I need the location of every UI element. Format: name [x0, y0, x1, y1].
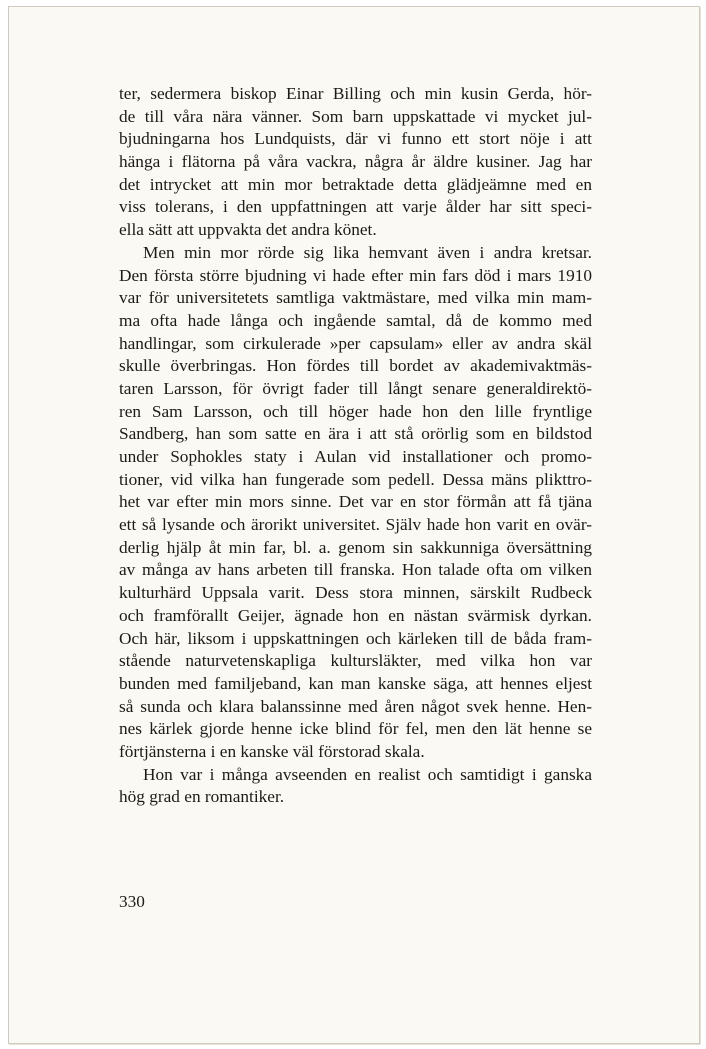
- text-line: ma ofta hade långa och ingående samtal, då de kommo med: [119, 310, 592, 330]
- text-line: kulturhärd Uppsala varit. Dess stora minnen, särskilt Rudbeck: [119, 583, 592, 603]
- text-line: Den första större bjudning vi hade efter min fars död i mars 1910: [119, 265, 592, 285]
- text-line: handlingar, som cirkulerade »per capsulam» eller av andra skäl: [119, 333, 592, 353]
- paragraph: [119, 83, 592, 242]
- book-page: [8, 6, 700, 1044]
- text-line: Sandberg, han som satte en ära i att stå orörlig som en bildstod: [119, 424, 592, 444]
- text-line: tioner, vid vilka han fungerade som pedell. Dessa mäns plikttro-: [119, 469, 592, 489]
- text-line: viss tolerans, i den uppfattningen att varje ålder har sitt speci-: [119, 197, 592, 217]
- text-line: ren Sam Larsson, och till höger hade hon den lille fryntlige: [119, 401, 592, 421]
- text-line: så sunda och klara balanssinne med åren något svek henne. Hen-: [119, 696, 592, 716]
- text-line: derlig hjälp åt min far, bl. a. genom sin sakkunniga översättning: [119, 537, 592, 557]
- text-line: var för universitetets samtliga vaktmästare, med vilka min mam-: [119, 288, 592, 308]
- text-line: ett så lysande och ärorikt universitet. Själv hade hon varit en ovär-: [119, 515, 592, 535]
- text-line: det intrycket att min mor betraktade detta glädjeämne med en: [119, 174, 592, 194]
- text-line: ter, sedermera biskop Einar Billing och min kusin Gerda, hör-: [119, 84, 592, 103]
- text-line: av många av hans arbeten till franska. Hon talade ofta om vilken: [119, 560, 592, 580]
- text-line: taren Larsson, för övrigt fader till långt senare generaldirektö-: [119, 378, 592, 398]
- page-number: 330: [119, 892, 145, 911]
- text-line: bjudningarna hos Lundquists, där vi funno ett stort nöje i att: [119, 129, 592, 149]
- text-line: och framförallt Geijer, ägnade hon en nästan svärmisk dyrkan.: [119, 605, 592, 625]
- text-line: Men min mor rörde sig lika hemvant även i andra kretsar.: [143, 242, 592, 262]
- text-line: stående naturvetenskapliga kultursläkter, med vilka hon var: [119, 651, 592, 671]
- paragraph: [119, 764, 592, 809]
- text-line: hög grad en romantiker.: [119, 787, 285, 807]
- text-line: het var efter min mors sinne. Det var en stor förmån att få tjäna: [119, 492, 592, 512]
- text-line: de till våra nära vänner. Som barn uppskattade vi mycket jul-: [119, 106, 592, 126]
- text-line: nes kärlek gjorde henne icke blind för fel, men den lät henne se: [119, 719, 592, 739]
- text-line: Och här, liksom i uppskattningen och kärleken till de båda fram-: [119, 628, 592, 648]
- text-line: skulle överbringas. Hon fördes till bordet av akademivaktmäs-: [119, 356, 592, 376]
- text-line: ella sätt att uppvakta det andra könet.: [119, 220, 377, 240]
- text-line: bunden med familjeband, kan man kanske säga, att hennes eljest: [119, 673, 592, 693]
- body-text: [119, 83, 592, 809]
- text-line: under Sophokles staty i Aulan vid installationer och promo-: [119, 447, 592, 466]
- text-line: förtjänsterna i en kanske väl förstorad skala.: [119, 741, 425, 761]
- text-line: Hon var i många avseenden en realist och samtidigt i ganska: [143, 764, 592, 784]
- text-line: hänga i flätorna på våra vackra, några år äldre kusiner. Jag har: [119, 152, 592, 172]
- paragraph: [119, 242, 592, 764]
